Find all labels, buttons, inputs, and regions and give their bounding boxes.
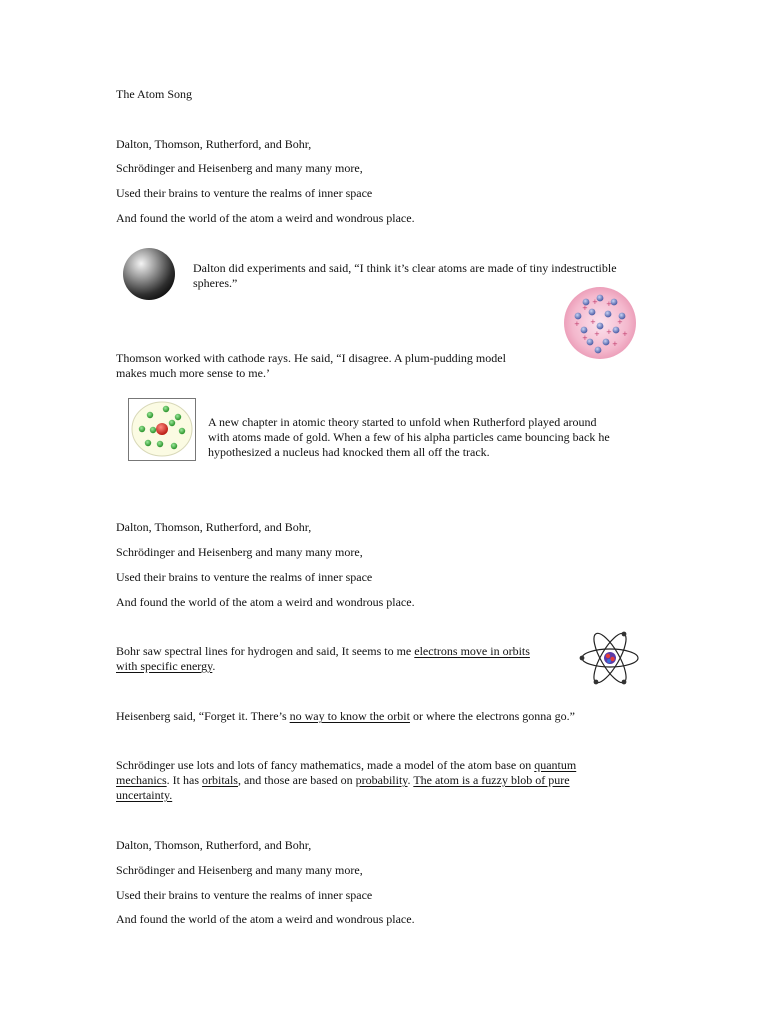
thomson-text-line-1: Thomson worked with cathode rays. He said, “I disagree. A plum-pudding model: [116, 351, 506, 365]
bohr-underlined-energy: with specific energy: [116, 659, 213, 673]
schrodinger-text-line-2: [116, 773, 570, 788]
svg-text:+: +: [612, 340, 618, 348]
dalton-text-line-1: Dalton did experiments and said, “I think it’s clear atoms are made of tiny indestructible: [193, 261, 617, 275]
schrodinger-text-pre: Schrödinger use lots and lots of fancy mathematics, made a model of the atom base on: [116, 758, 535, 772]
chorus-1-line-3: Used their brains to venture the realms of inner space: [116, 186, 373, 200]
schrodinger-text-c: .: [407, 773, 414, 787]
schrodinger-underlined-orbitals: orbitals: [201, 773, 238, 787]
svg-text:+: +: [582, 334, 588, 342]
chorus-2-line-4: And found the world of the atom a weird and wondrous place.: [116, 595, 415, 609]
svg-text:+: +: [574, 320, 580, 328]
chorus-3-line-3: Used their brains to venture the realms of inner space: [116, 888, 373, 902]
chorus-2-line-1: Dalton, Thomson, Rutherford, and Bohr,: [116, 520, 312, 534]
svg-text:+: +: [594, 330, 600, 338]
chorus-3-line-4: And found the world of the atom a weird and wondrous place.: [116, 912, 415, 926]
heisenberg-underlined-phrase: no way to know the orbit: [289, 709, 410, 723]
svg-text:+: +: [592, 298, 598, 306]
chorus-2-line-2: Schrödinger and Heisenberg and many many more,: [116, 545, 363, 559]
svg-text:+: +: [606, 328, 612, 336]
schrodinger-underlined-quantum: quantum: [534, 758, 577, 772]
schrodinger-underlined-probability: probability: [355, 773, 408, 787]
schrodinger-text-b: , and those are based on: [237, 773, 356, 787]
heisenberg-text: [116, 709, 575, 724]
schrodinger-text-line-1: [116, 758, 576, 773]
page-title: The Atom Song: [116, 87, 193, 101]
nuclear-model-icon: [128, 398, 196, 461]
bohr-underlined-orbits: electrons move in orbits: [414, 644, 530, 658]
orbit-atom-icon: [578, 626, 642, 690]
svg-text:+: +: [606, 300, 612, 308]
bohr-text-line-1: [116, 644, 530, 659]
heisenberg-text-pre: Heisenberg said, “Forget it. There’s: [116, 709, 290, 723]
chorus-1-line-2: Schrödinger and Heisenberg and many many more,: [116, 161, 363, 175]
chorus-1-line-4: And found the world of the atom a weird and wondrous place.: [116, 211, 415, 225]
schrodinger-underlined-mechanics: mechanics: [116, 773, 167, 787]
chorus-2-line-3: Used their brains to venture the realms of inner space: [116, 570, 373, 584]
rutherford-text-line-2: with atoms made of gold. When a few of his alpha particles came bouncing back he: [208, 430, 610, 444]
schrodinger-underlined-fuzzy-blob: The atom is a fuzzy blob of pure: [413, 773, 570, 787]
svg-text:+: +: [617, 318, 623, 326]
svg-text:+: +: [622, 330, 628, 338]
schrodinger-underlined-uncertainty: uncertainty.: [116, 788, 173, 802]
dalton-text-line-2: spheres.”: [193, 276, 238, 290]
schrodinger-text-line-3: [116, 788, 172, 803]
svg-text:+: +: [590, 318, 596, 326]
chorus-3-line-2: Schrödinger and Heisenberg and many many more,: [116, 863, 363, 877]
schrodinger-text-a: . It has: [166, 773, 202, 787]
plum-pudding-model-icon: [562, 286, 638, 360]
rutherford-text-line-3: hypothesized a nucleus had knocked them all off the track.: [208, 445, 490, 459]
heisenberg-text-post: or where the electrons gonna go.”: [409, 709, 575, 723]
chorus-1-line-1: Dalton, Thomson, Rutherford, and Bohr,: [116, 137, 312, 151]
bohr-text-plain: Bohr saw spectral lines for hydrogen and said, It seems to me: [116, 644, 415, 658]
thomson-text-line-2: makes much more sense to me.’: [116, 366, 270, 380]
sphere-model-icon: [122, 247, 176, 301]
bohr-text-period: .: [212, 659, 216, 673]
rutherford-text-line-1: A new chapter in atomic theory started to unfold when Rutherford played around: [208, 415, 597, 429]
svg-text:+: +: [582, 304, 588, 312]
bohr-text-line-2: [116, 659, 215, 674]
chorus-3-line-1: Dalton, Thomson, Rutherford, and Bohr,: [116, 838, 312, 852]
